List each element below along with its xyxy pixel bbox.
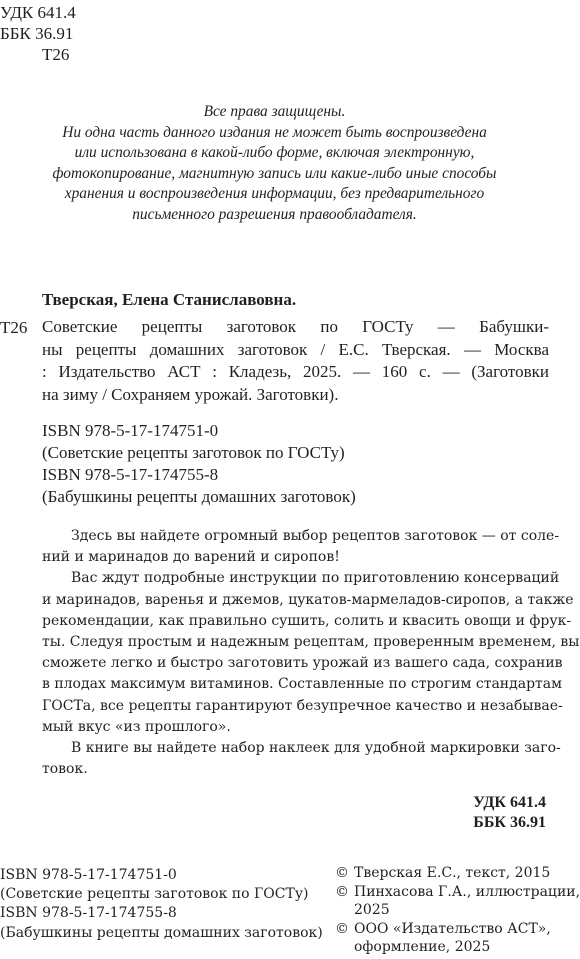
isbn-line: ISBN 978-5-17-174755-8	[42, 465, 219, 484]
annotation-line: мый вкус «из прошлого».	[42, 718, 231, 735]
description-line: : Издательство АСТ : Кладезь, 2025. — 160 с. — (Заготовки	[42, 362, 549, 381]
annotation-line: товок.	[42, 761, 88, 778]
rights-line: или использована в какой-либо форме, включая электронную,	[74, 144, 475, 162]
copyright-text: ООО «Издательство АСТ»,	[354, 920, 551, 937]
annotation-line: рекомендации, как правильно сушить, солить и квасить овощи и фрук-	[42, 612, 572, 629]
copyright-icon: ©	[335, 883, 349, 900]
annotation-line: Вас ждут подробные инструкции по приготовлению консерваций	[71, 570, 560, 587]
rights-line: письменного разрешения правообладателя.	[132, 205, 417, 223]
isbn-line: (Бабушкины рецепты домашних заготовок)	[0, 924, 323, 941]
annotation	[42, 526, 580, 780]
bibliographic-description	[42, 316, 549, 406]
annotation-line: ГОСТа, все рецепты гарантируют безупречное качество и незабывае-	[42, 697, 563, 714]
isbn-line: (Советские рецепты заготовок по ГОСТу)	[42, 443, 345, 462]
rights-notice	[0, 102, 549, 226]
copyright-item	[335, 883, 580, 902]
annotation-line: ний и маринадов до варений и сиропов!	[42, 549, 340, 566]
annotation-line: В книге вы найдете набор наклеек для удобной маркировки заго-	[71, 740, 561, 757]
copyright-text-continued: 2025	[354, 902, 390, 919]
copyright-item	[335, 864, 580, 883]
cutter-code: Т26	[42, 45, 70, 64]
isbn-line: (Бабушкины рецепты домашних заготовок)	[42, 487, 356, 506]
isbn-line: ISBN 978-5-17-174755-8	[0, 905, 177, 922]
udk-code: УДК 641.4	[473, 794, 546, 811]
rights-line: фотокопирование, магнитную запись или какие-либо иные способы	[52, 164, 497, 182]
bottom-isbn-block	[0, 866, 323, 943]
copyright-icon: ©	[335, 920, 349, 937]
bbk-code: ББК 36.91	[0, 24, 74, 43]
copyright-text-continued: оформление, 2025	[354, 939, 491, 956]
annotation-line: в плодах максимум витаминов. Составленные по строгим стандартам	[42, 676, 563, 693]
annotation-line: ты. Следуя простым и надежным рецептам, проверенным временем, вы	[42, 634, 580, 651]
isbn-line: (Советские рецепты заготовок по ГОСТу)	[0, 886, 309, 903]
rights-line: хранения и воспроизведения информации, без предварительного	[64, 185, 485, 203]
rights-line: Все права защищены.	[203, 103, 346, 120]
isbn-block	[42, 420, 356, 508]
isbn-line: ISBN 978-5-17-174751-0	[0, 867, 177, 883]
annotation-line: Здесь вы найдете огромный выбор рецептов заготовок — от соле-	[71, 528, 560, 544]
description-line: на зиму / Сохраняем урожай. Заготовки).	[42, 384, 339, 404]
copyright-icon: ©	[335, 865, 349, 881]
copyright-text: Пинхасова Г.А., иллюстрации,	[354, 883, 580, 900]
classification-codes	[0, 2, 76, 65]
isbn-line: ISBN 978-5-17-174751-0	[42, 421, 219, 440]
copyright-item	[335, 920, 580, 939]
description-line: Советские рецепты заготовок по ГОСТу — Бабушки-	[42, 317, 549, 336]
bottom-classification-codes	[473, 793, 546, 833]
author-heading: Тверская, Елена Станиславовна.	[42, 290, 297, 309]
cutter-mark: Т26	[0, 318, 28, 337]
copyright-block	[335, 864, 580, 957]
udk-code: УДК 641.4	[0, 3, 76, 22]
annotation-line: и маринадов, варенья и джемов, цукатов-мармеладов-сиропов, а также	[42, 591, 574, 608]
bbk-code: ББК 36.91	[473, 814, 546, 831]
description-line: ны рецепты домашних заготовок / Е.С. Тверская. — Москва	[42, 339, 549, 359]
rights-line: Ни одна часть данного издания не может быть воспроизведена	[62, 123, 487, 141]
annotation-line: сможете легко и быстро заготовить урожай из вашего сада, сохранив	[42, 655, 563, 672]
copyright-text: Тверская Е.С., текст, 2015	[354, 865, 551, 881]
